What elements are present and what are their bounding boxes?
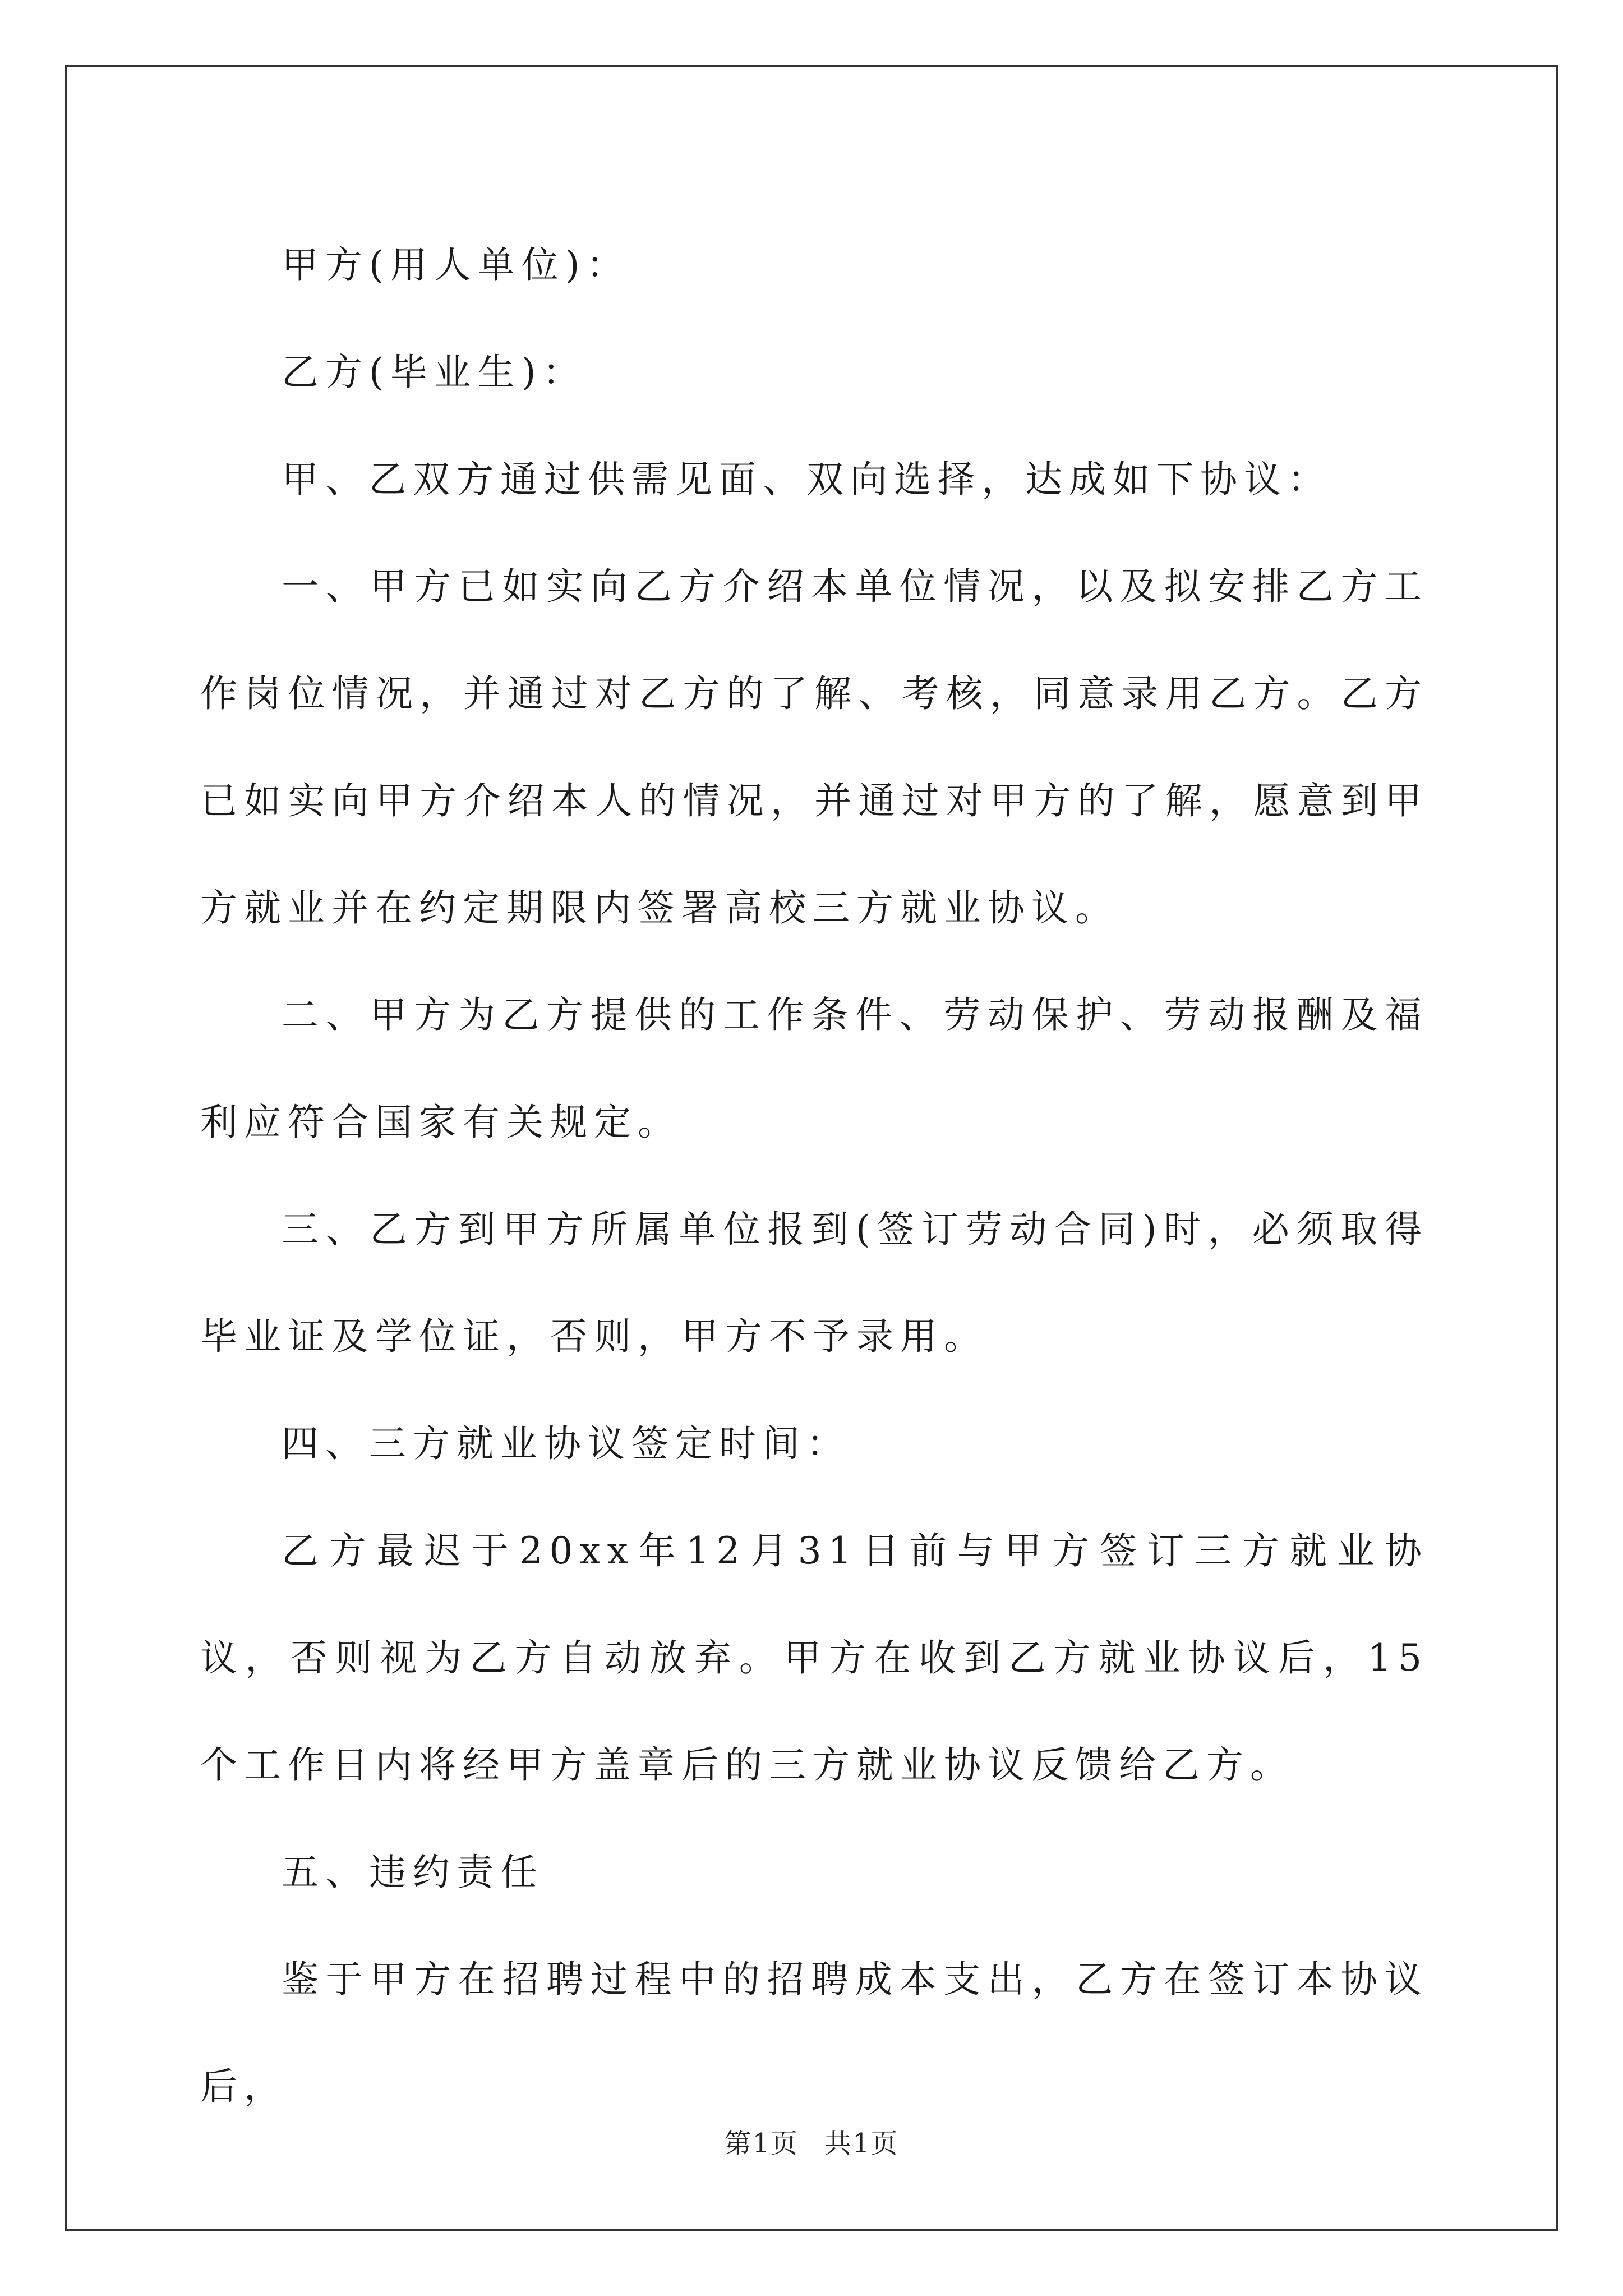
clause-3: 三、乙方到甲方所属单位报到(签订劳动合同)时，必须取得毕业证及学位证，否则，甲方不予录用。 bbox=[200, 1208, 1428, 1358]
party-b-line: 乙方(毕业生)： bbox=[282, 351, 587, 394]
clause-4-heading: 四、三方就业协议签定时间： bbox=[282, 1422, 850, 1465]
clause-2: 二、甲方为乙方提供的工作条件、劳动保护、劳动报酬及福利应符合国家有关规定。 bbox=[200, 993, 1428, 1144]
agreement-intro: 甲、乙双方通过供需见面、双向选择，达成如下协议： bbox=[282, 458, 1331, 501]
clause-4-body: 乙方最迟于20xx年12月31日前与甲方签订三方就业协议，否则视为乙方自动放弃。甲方在收到乙方就业协议后，15个工作日内将经甲方盖章后的三方就业协议反馈给乙方。 bbox=[200, 1529, 1428, 1787]
clause-5-body: 鉴于甲方在招聘过程中的招聘成本支出，乙方在签订本协议后， bbox=[200, 1958, 1428, 2108]
document-body bbox=[200, 211, 1428, 2140]
clause-5-heading: 五、违约责任 bbox=[282, 1851, 544, 1894]
page-number: 第1页 bbox=[724, 2128, 799, 2159]
clause-1: 一、甲方已如实向乙方介绍本单位情况，以及拟安排乙方工作岗位情况，并通过对乙方的了解、考核，同意录用乙方。乙方已如实向甲方介绍本人的情况，并通过对甲方的了解，愿意到甲方就业并在约定期限内签署高校三方就业协议。 bbox=[200, 565, 1428, 930]
page-footer bbox=[0, 2122, 1623, 2160]
party-a-line: 甲方(用人单位)： bbox=[282, 243, 630, 287]
page-total: 共1页 bbox=[824, 2128, 899, 2159]
